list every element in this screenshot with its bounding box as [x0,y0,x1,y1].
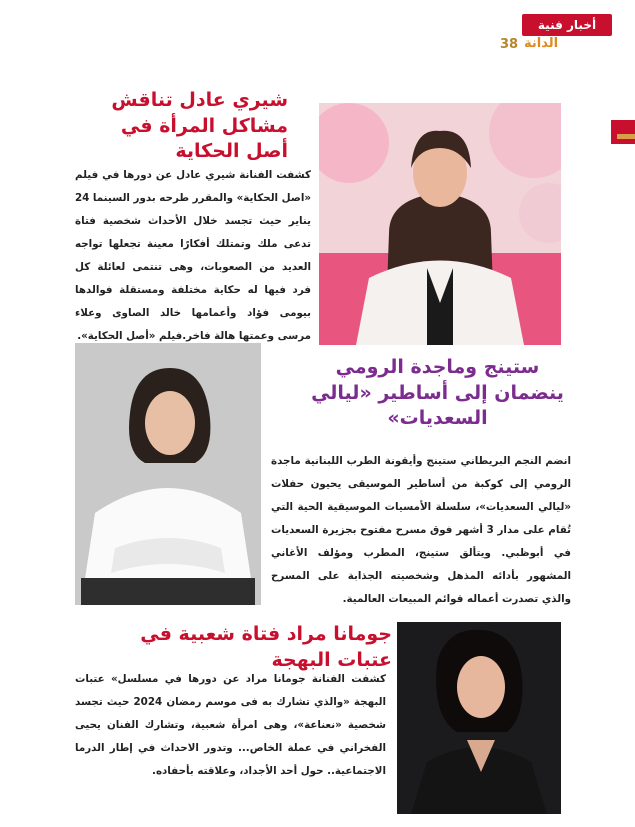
body-sherine: كشفت الفنانة شيري عادل عن دورها في فيلم «اصل الحكاية» والمقرر طرحه بدور السينما 24 يناير حيث تجسد خلال الأحداث شخصية فتاة تدعى ملك وتمتلك أفكارًا معينة تجعلها تواجه العديد من الصعوبات، وهى تنتمى لعائلة كل فرد فيها له حكاية مختلفة ومستقلة فوالدها بيومى فؤاد وأعمامها خالد الصاوى وعلاء مرسى وعمتها هالة فاخر.فيلم «أصل الحكاية». [74,169,311,342]
headline-sherine: شيري عادل تناقش مشاكل المرأة في أصل الحكاية [111,89,288,163]
photo-jumana-murad [397,622,561,814]
headline-jumana: جومانا مراد فتاة شعبية في عتبات البهجة [140,623,392,671]
magazine-logo: الدانة [524,36,559,51]
body-sting-magida: انضم النجم البريطاني ستينج وأيقونة الطرب اللبنانية ماجدة الرومي إلى كوكبة من أساطير الموسيقى يحيون حفلات «ليالي السعديات»، سلسلة الأمسيات الموسيقية الحية التي تُقام على مدار 3 أشهر فوق مسرح مفتوح بجزيرة السعديات في أبوظبي. ويتألق ستينج، المطرب ومؤلف الأغاني المشهور بأدائه المذهل وشخصيته الجذابة على المسرح والذي تصدرت أعماله قوائم المبيعات العالمية. [271,455,571,605]
headline-sting-magida: ستينج وماجدة الرومي ينضمان إلى أساطير «ليالي السعديات» [311,356,564,430]
page-number: 38 [500,37,519,52]
photo-magida-el-roumi [75,343,261,605]
side-marker [611,120,635,144]
section-tag: أخبار فنية [522,14,612,36]
body-jumana: كشفت الفنانة جومانا مراد عن دورها في مسلسل» عتبات البهجة «والذي تشارك به فى موسم رمضان 2024 حيث تجسد شخصية «نعناعة»، وهى امرأة شعبية، وتشارك الفنان يحيى الفخراني في عملة الخاص... وتدور الاحداث في إطار الدرما الاجتماعية.. حول أحد الأجداد، وعلاقته بأحفاده. [75,673,386,777]
photo-sherine-adel [319,103,561,345]
